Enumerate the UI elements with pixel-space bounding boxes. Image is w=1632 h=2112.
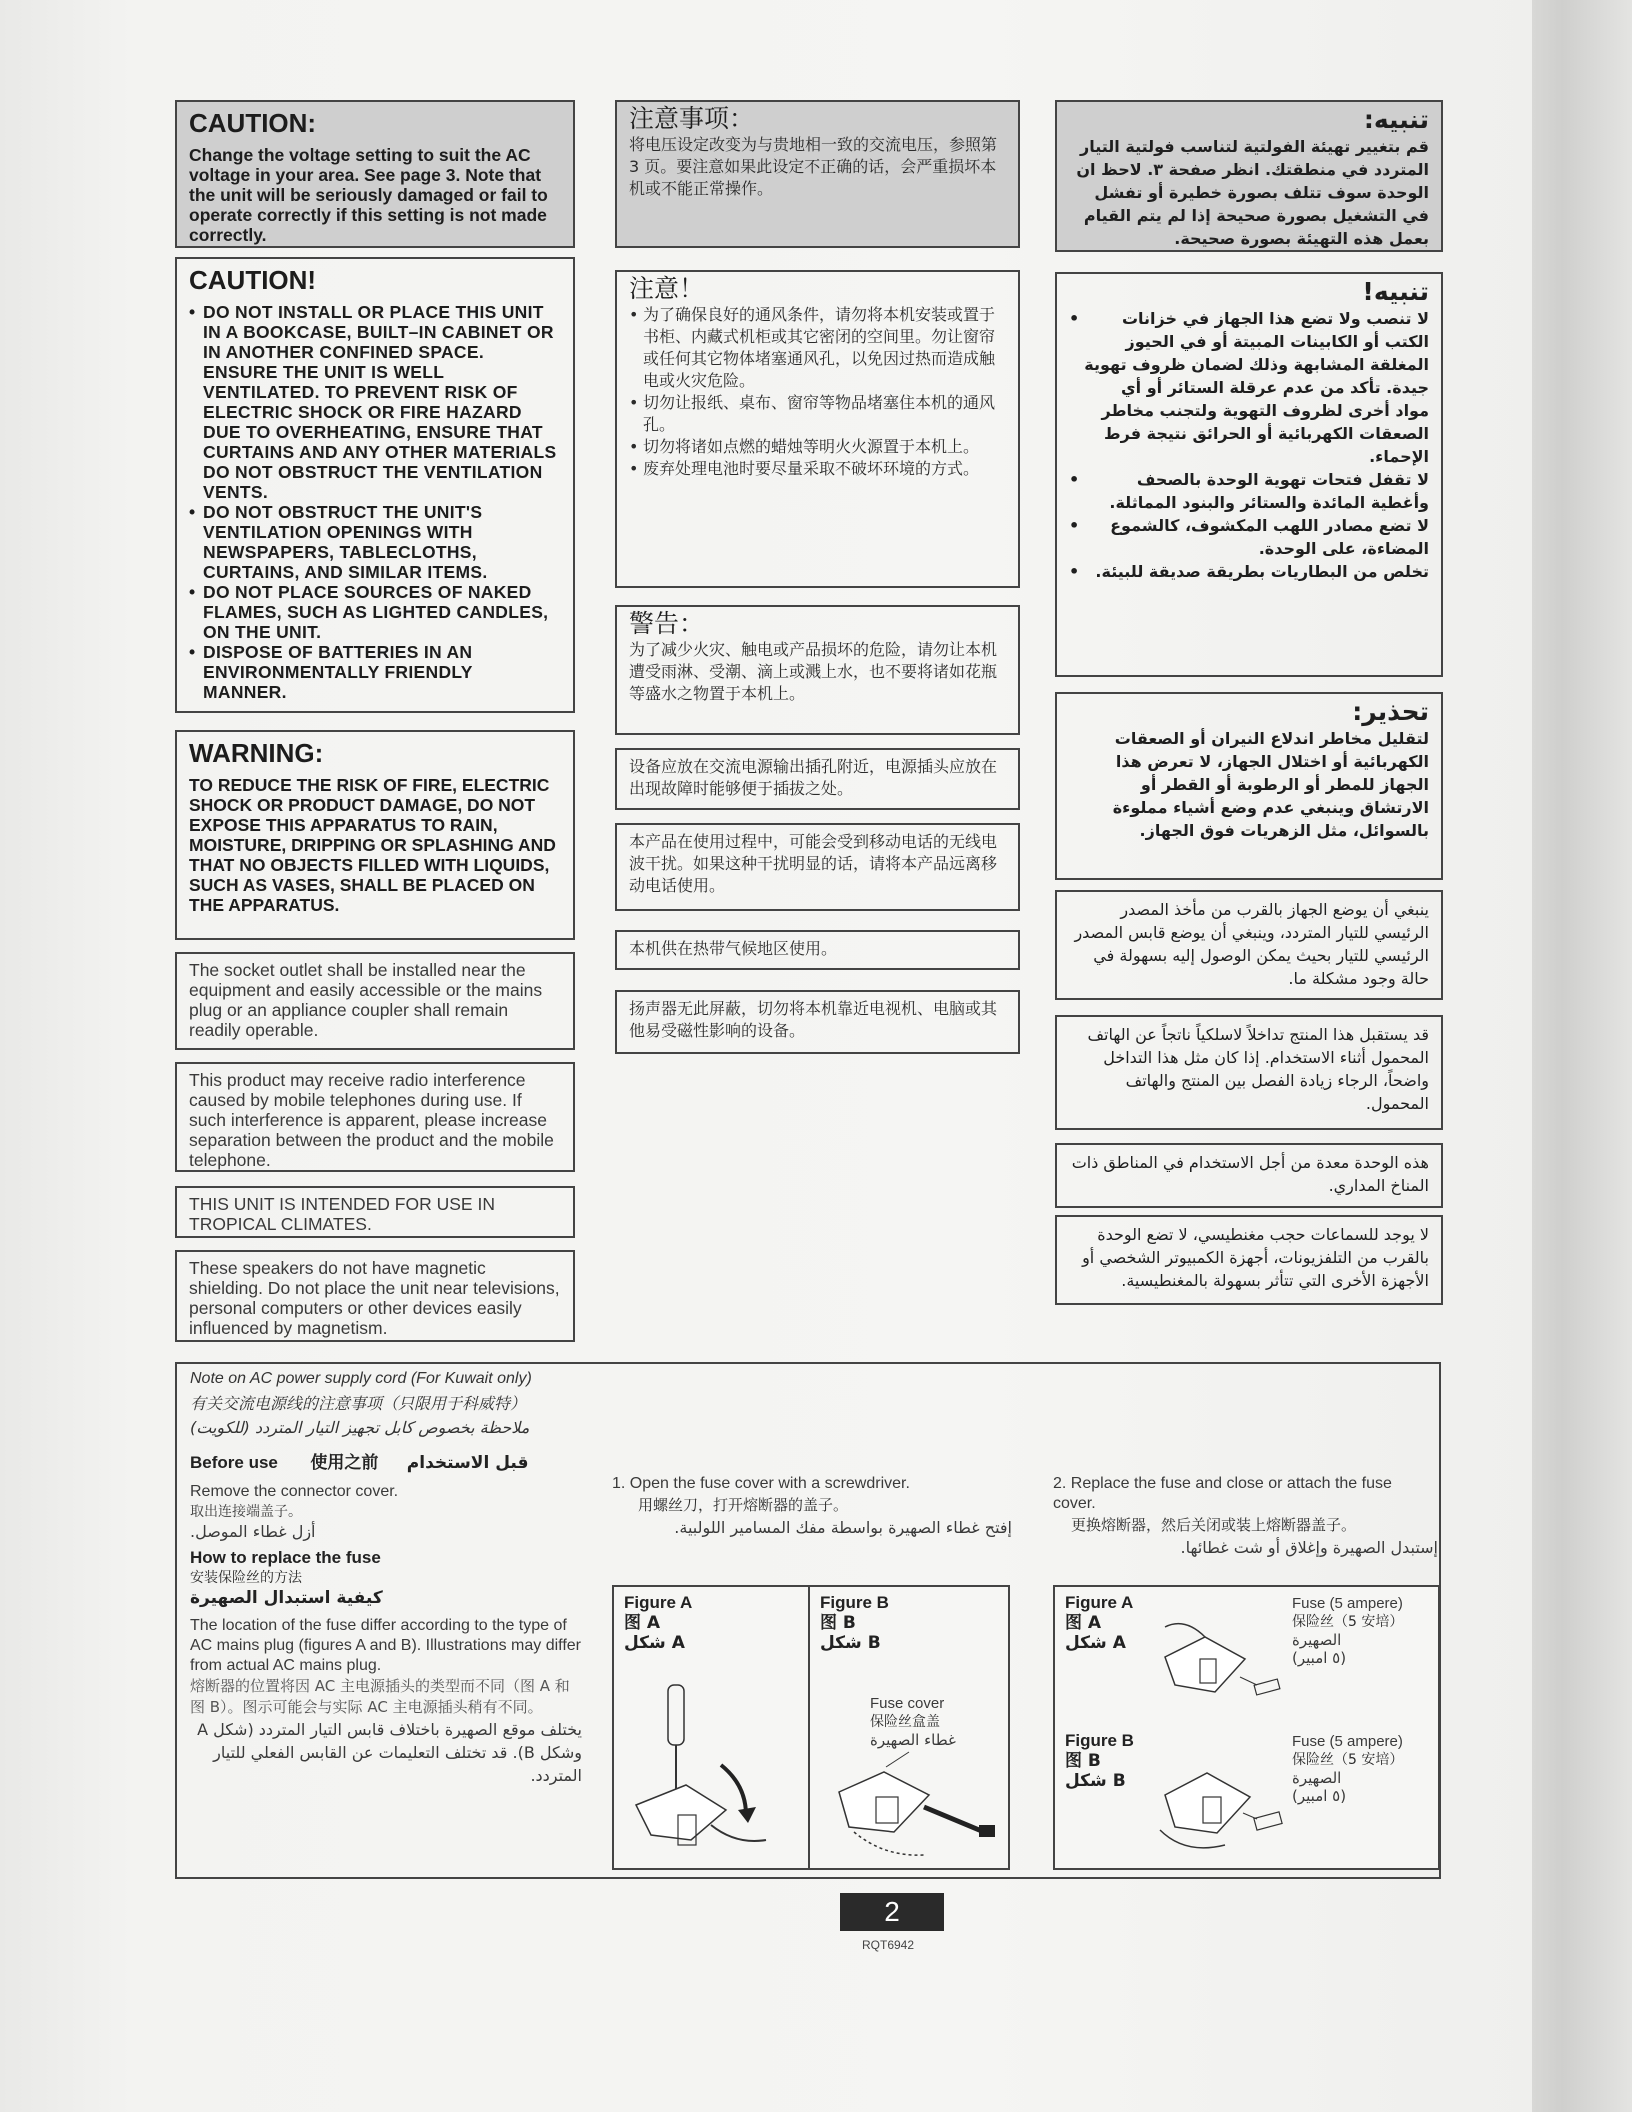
figure-a-label-ar: شكل A — [624, 1633, 685, 1653]
before-use-en: Before use — [190, 1453, 278, 1472]
note-en: Note on AC power supply cord (For Kuwait only) — [190, 1370, 532, 1387]
radio-note-zh — [615, 823, 1020, 911]
fuse-cover-en: Fuse cover — [870, 1695, 945, 1712]
figure-a-label-en: Figure A — [624, 1593, 693, 1612]
plug-fuse-b-illustration — [1145, 1735, 1295, 1860]
warning-text: TO REDUCE THE RISK OF FIRE, ELECTRIC SHOCK OR PRODUCT DAMAGE, DO NOT EXPOSE THIS APPARATUS TO RAIN, MOISTURE, DRIPPING OR SPLASHING AND THAT NO OBJECTS FILLED WITH LIQUIDS, SUCH AS VASES, SHALL BE PLACED ON THE APPARATUS. — [189, 775, 556, 915]
tropical-note-ar — [1055, 1143, 1443, 1208]
remove-ar: أزل غطاء الموصل. — [190, 1522, 316, 1541]
warning-title: 警告： — [629, 609, 705, 638]
step1-en: 1. Open the fuse cover with a screwdriver. — [612, 1475, 910, 1492]
socket-text: 设备应放在交流电源输出插孔附近，电源插头应放在出现故障时能够便于插拔之处。 — [629, 757, 998, 798]
step1-ar: إفتح غطاء الصهيرة بواسطة مفك المسامير اللولبية. — [674, 1518, 1012, 1537]
figure-a-label-zh: 图 A — [624, 1613, 661, 1633]
warning-title: WARNING: — [189, 738, 324, 768]
caution-list — [629, 304, 1006, 480]
caution-install-ar — [1055, 272, 1443, 677]
note-ar: ملاحظة بخصوص كابل تجهيز التيار المتردد (للكويت) — [190, 1418, 530, 1437]
page-number: 2 — [840, 1893, 944, 1931]
step2-zh: 更换熔断器，然后关闭或装上熔断器盖子。 — [1071, 1516, 1357, 1534]
caution-list — [1069, 307, 1429, 583]
before-use-zh: 使用之前 — [310, 1453, 379, 1473]
list-item: • تخلص من البطاريات بطريقة صديقة للبيئة. — [1069, 560, 1429, 583]
list-item: • 废弃处理电池时要尽量采取不破坏环境的方式。 — [629, 458, 1006, 480]
warning-zh — [615, 605, 1020, 735]
caution-text: قم بتغيير تهيئة الفولتية لتناسب فولتية التيار المتردد في منطقتك. انظر صفحة ٣. لاحظ ان الوحدة سوف تتلف بصورة خطيرة أو تفشل في التشغيل بصورة صحيحة إذا لم يتم القيام بعمل هذه التهيئة بصورة صحيحة. — [1076, 137, 1429, 248]
fuse-cover-zh: 保险丝盒盖 — [870, 1714, 940, 1730]
fuse-en: Fuse (5 ampere) — [1292, 1733, 1403, 1750]
figure-b-label-en: Figure B — [1065, 1731, 1134, 1750]
list-item: • 切勿将诸如点燃的蜡烛等明火火源置于本机上。 — [629, 436, 1006, 458]
step1 — [612, 1474, 1012, 1540]
list-item: • DO NOT PLACE SOURCES OF NAKED FLAMES, SUCH AS LIGHTED CANDLES, ON THE UNIT. — [189, 582, 561, 642]
figure-a-step2 — [1055, 1587, 1438, 1725]
speakers-note-ar — [1055, 1215, 1443, 1305]
list-item: • DISPOSE OF BATTERIES IN AN ENVIRONMENTALLY FRIENDLY MANNER. — [189, 642, 561, 702]
socket-text: The socket outlet shall be installed near the equipment and easily accessible or the mains plug or an appliance coupler shall remain readily operable. — [189, 960, 543, 1040]
step2-figures — [1053, 1585, 1440, 1870]
figure-a-label-en: Figure A — [1065, 1593, 1134, 1612]
fuse-zh: 保险丝（5 安培） — [1292, 1752, 1404, 1768]
warning-text: 为了减少火灾、触电或产品损坏的危险，请勿让本机遭受雨淋、受潮、滴上或溅上水，也不要将诸如花瓶等盛水之物置于本机上。 — [629, 640, 998, 703]
list-item: • لا تنصب ولا تضع هذا الجهاز في خزانات الكتب أو الكابينات المبيتة أو في الحيوز المغلقة المشابهة وذلك لضمان ظروف تهوية جيدة. تأكد من عدم عرقلة الستائر أو أي مواد أخرى لظروف التهوية ولتجنب مخاطر الصعقات الكهربائية أو الحرائق نتيجة فرط الإحماء. — [1069, 307, 1429, 468]
list-item: • 切勿让报纸、桌布、窗帘等物品堵塞住本机的通风孔。 — [629, 392, 1006, 436]
caution-title: تنبيه: — [1363, 105, 1429, 134]
list-item: • DO NOT OBSTRUCT THE UNIT'S VENTILATION OPENINGS WITH NEWSPAPERS, TABLECLOTHS, CURTAINS, AND SIMILAR ITEMS. — [189, 502, 561, 582]
caution-voltage-ar — [1055, 100, 1443, 252]
step2-en: 2. Replace the fuse and close or attach the fuse cover. — [1053, 1475, 1392, 1512]
radio-text: قد يستقبل هذا المنتج تداخلاً لاسلكياً ناتجاً عن الهاتف المحمول أثناء الاستخدام. إذا كان مثل هذا التداخل واضحاً، الرجاء زيادة الفصل بين المنتج والهاتف المحمول. — [1087, 1025, 1429, 1113]
radio-note-ar — [1055, 1015, 1443, 1130]
radio-note-en — [175, 1062, 575, 1172]
list-item: • 为了确保良好的通风条件，请勿将本机安装或置于书柜、内藏式机柜或其它密闭的空间里。勿让窗帘或任何其它物体堵塞通风孔，以免因过热而造成触电或火灾危险。 — [629, 304, 1006, 392]
fuse-amp-ar: (٥ امبير) — [1292, 1649, 1347, 1667]
warning-en — [175, 730, 575, 940]
caution-title: 注意事项： — [629, 104, 755, 133]
fuse-en: Fuse (5 ampere) — [1292, 1595, 1403, 1612]
tropical-text: هذه الوحدة معدة من أجل الاستخدام في المناطق ذات المناخ المداري. — [1071, 1153, 1429, 1195]
model-number: RQT6942 — [862, 1938, 915, 1952]
plug-fuse-cover-illustration — [814, 1737, 1004, 1867]
tropical-note-en — [175, 1186, 575, 1238]
before-use-ar: قبل الاستخدام — [406, 1453, 529, 1473]
fuse-ar: الصهيرة — [1292, 1769, 1342, 1787]
step2 — [1053, 1474, 1438, 1560]
speakers-text: 扬声器无此屏蔽，切勿将本机靠近电视机、电脑或其他易受磁性影响的设备。 — [629, 999, 998, 1040]
fuse-instructions-left — [190, 1482, 582, 1787]
speakers-text: لا يوجد للسماعات حجب مغنطيسي، لا تضع الوحدة بالقرب من التلفزيونات، أجهزة الكمبيوتر الشخصي أو الأجهزة الأخرى التي تتأثر بسهولة بالمغنطيسية. — [1082, 1225, 1429, 1290]
note-zh: 有关交流电源线的注意事项（只限用于科威特） — [190, 1394, 527, 1413]
figure-b-step1 — [810, 1587, 1008, 1868]
caution-title: تنبيه! — [1362, 277, 1429, 306]
plug-screwdriver-illustration — [616, 1675, 806, 1865]
tropical-note-zh — [615, 930, 1020, 970]
socket-note-ar — [1055, 890, 1443, 1000]
socket-text: ينبغي أن يوضع الجهاز بالقرب من مأخذ المصدر الرئيسي للتيار المتردد، وينبغي أن يوضع قابس المصدر الرئيسي للتيار بحيث يمكن الوصول إليه بسهولة في حالة وجود مشكلة ما. — [1074, 900, 1429, 988]
remove-en: Remove the connector cover. — [190, 1483, 399, 1500]
caution-list — [189, 302, 561, 702]
figure-a-label-ar: شكل A — [1065, 1633, 1126, 1653]
list-item: • لا تقفل فتحات تهوية الوحدة بالصحف وأغطية المائدة والستائر والبنود المماثلة. — [1069, 468, 1429, 514]
figure-b-label-ar: شكل B — [1065, 1771, 1126, 1791]
warning-title: تحذير: — [1352, 697, 1429, 726]
caution-voltage-zh — [615, 100, 1020, 248]
howto-ar: كيفية استبدال الصهيرة — [190, 1588, 383, 1608]
step2-ar: إستبدل الصهيرة وإغلاق أو شت غطائها. — [1180, 1538, 1438, 1557]
caution-install-en — [175, 257, 575, 713]
caution-text: 将电压设定改变为与贵地相一致的交流电压，参照第 3 页。要注意如果此设定不正确的话，会严重损坏本机或不能正常操作。 — [629, 135, 998, 198]
plug-fuse-a-illustration — [1145, 1597, 1295, 1717]
list-item: • DO NOT INSTALL OR PLACE THIS UNIT IN A BOOKCASE, BUILT–IN CABINET OR IN ANOTHER CONFINED SPACE. ENSURE THE UNIT IS WELL VENTILATED. TO PREVENT RISK OF ELECTRIC SHOCK OR FIRE HAZARD DUE TO OVERHEATING, ENSURE THAT CURTAINS AND ANY OTHER MATERIALS DO NOT OBSTRUCT THE VENTILATION VENTS. — [189, 302, 561, 502]
step1-figures — [612, 1585, 1010, 1870]
howto-en: How to replace the fuse — [190, 1548, 381, 1567]
fuse-amp-ar: (٥ امبير) — [1292, 1787, 1347, 1805]
before-use-heading — [190, 1452, 590, 1474]
speakers-note-zh — [615, 990, 1020, 1054]
speakers-note-en — [175, 1250, 575, 1342]
figure-b-label-ar: شكل B — [820, 1633, 881, 1653]
caution-title: CAUTION: — [189, 108, 317, 138]
socket-note-en — [175, 952, 575, 1050]
caution-voltage-en — [175, 100, 575, 248]
fuse-ar: الصهيرة — [1292, 1631, 1342, 1649]
tropical-text: 本机供在热带气候地区使用。 — [629, 939, 838, 958]
figure-b-label-en: Figure B — [820, 1593, 889, 1612]
location-ar: يختلف موقع الصهيرة باختلاف قابس التيار المتردد (شكل A وشكل B). قد تختلف التعليمات عن القابس الفعلي للتيار المتردد. — [197, 1720, 582, 1785]
figure-a-label-zh: 图 A — [1065, 1613, 1102, 1633]
list-item: • لا تضع مصادر اللهب المكشوف، كالشموع المضاءة، على الوحدة. — [1069, 514, 1429, 560]
remove-zh: 取出连接端盖子。 — [190, 1504, 302, 1520]
fuse-b-label — [1292, 1733, 1432, 1805]
location-en: The location of the fuse differ according to the type of AC mains plug (figures A and B). Illustrations may differ from actual AC mains plug. — [190, 1617, 581, 1674]
speakers-text: These speakers do not have magnetic shielding. Do not place the unit near televisions, personal computers or other devices easily influenced by magnetism. — [189, 1258, 560, 1338]
caution-install-zh — [615, 270, 1020, 588]
caution-text: Change the voltage setting to suit the AC voltage in your area. See page 3. Note that the unit will be seriously damaged or fail to operate correctly if this setting is not made correctly. — [189, 145, 548, 245]
caution-title: 注意！ — [629, 274, 705, 303]
howto-zh: 安装保险丝的方法 — [190, 1570, 302, 1586]
figure-b-label-zh: 图 B — [1065, 1751, 1101, 1771]
figure-b-step2 — [1055, 1725, 1438, 1868]
step1-zh: 用螺丝刀，打开熔断器的盖子。 — [638, 1496, 849, 1514]
fuse-a-label — [1292, 1595, 1432, 1667]
fuse-cover-ar: غطاء الصهيرة — [870, 1731, 956, 1749]
figure-b-label-zh: 图 B — [820, 1613, 856, 1633]
socket-note-zh — [615, 748, 1020, 810]
tropical-text: THIS UNIT IS INTENDED FOR USE IN TROPICAL CLIMATES. — [189, 1194, 495, 1234]
radio-text: 本产品在使用过程中，可能会受到移动电话的无线电波干扰。如果这种干扰明显的话，请将本产品远离移动电话使用。 — [629, 832, 998, 895]
warning-text: لتقليل مخاطر اندلاع النيران أو الصعقات الكهربائية أو اختلال الجهاز، لا تعرض هذا الجهاز للمطر أو الرطوبة أو القطر أو الارتشاق وينبغي عدم وضع أشياء مملوءة بالسوائل، مثل الزهريات فوق الجهاز. — [1112, 729, 1429, 840]
fuse-zh: 保险丝（5 安培） — [1292, 1614, 1404, 1630]
adjacent-page-edge — [1532, 0, 1632, 2112]
warning-ar — [1055, 692, 1443, 880]
radio-text: This product may receive radio interference caused by mobile telephones during use. If such interference is apparent, please increase separation between the product and the mobile telephone. — [189, 1070, 554, 1170]
location-zh: 熔断器的位置将因 AC 主电源插头的类型而不同（图 A 和图 B）。图示可能会与实际 AC 主电源插头稍有不同。 — [190, 1677, 570, 1716]
figure-a-step1 — [614, 1587, 810, 1868]
caution-title: CAUTION! — [189, 265, 317, 295]
